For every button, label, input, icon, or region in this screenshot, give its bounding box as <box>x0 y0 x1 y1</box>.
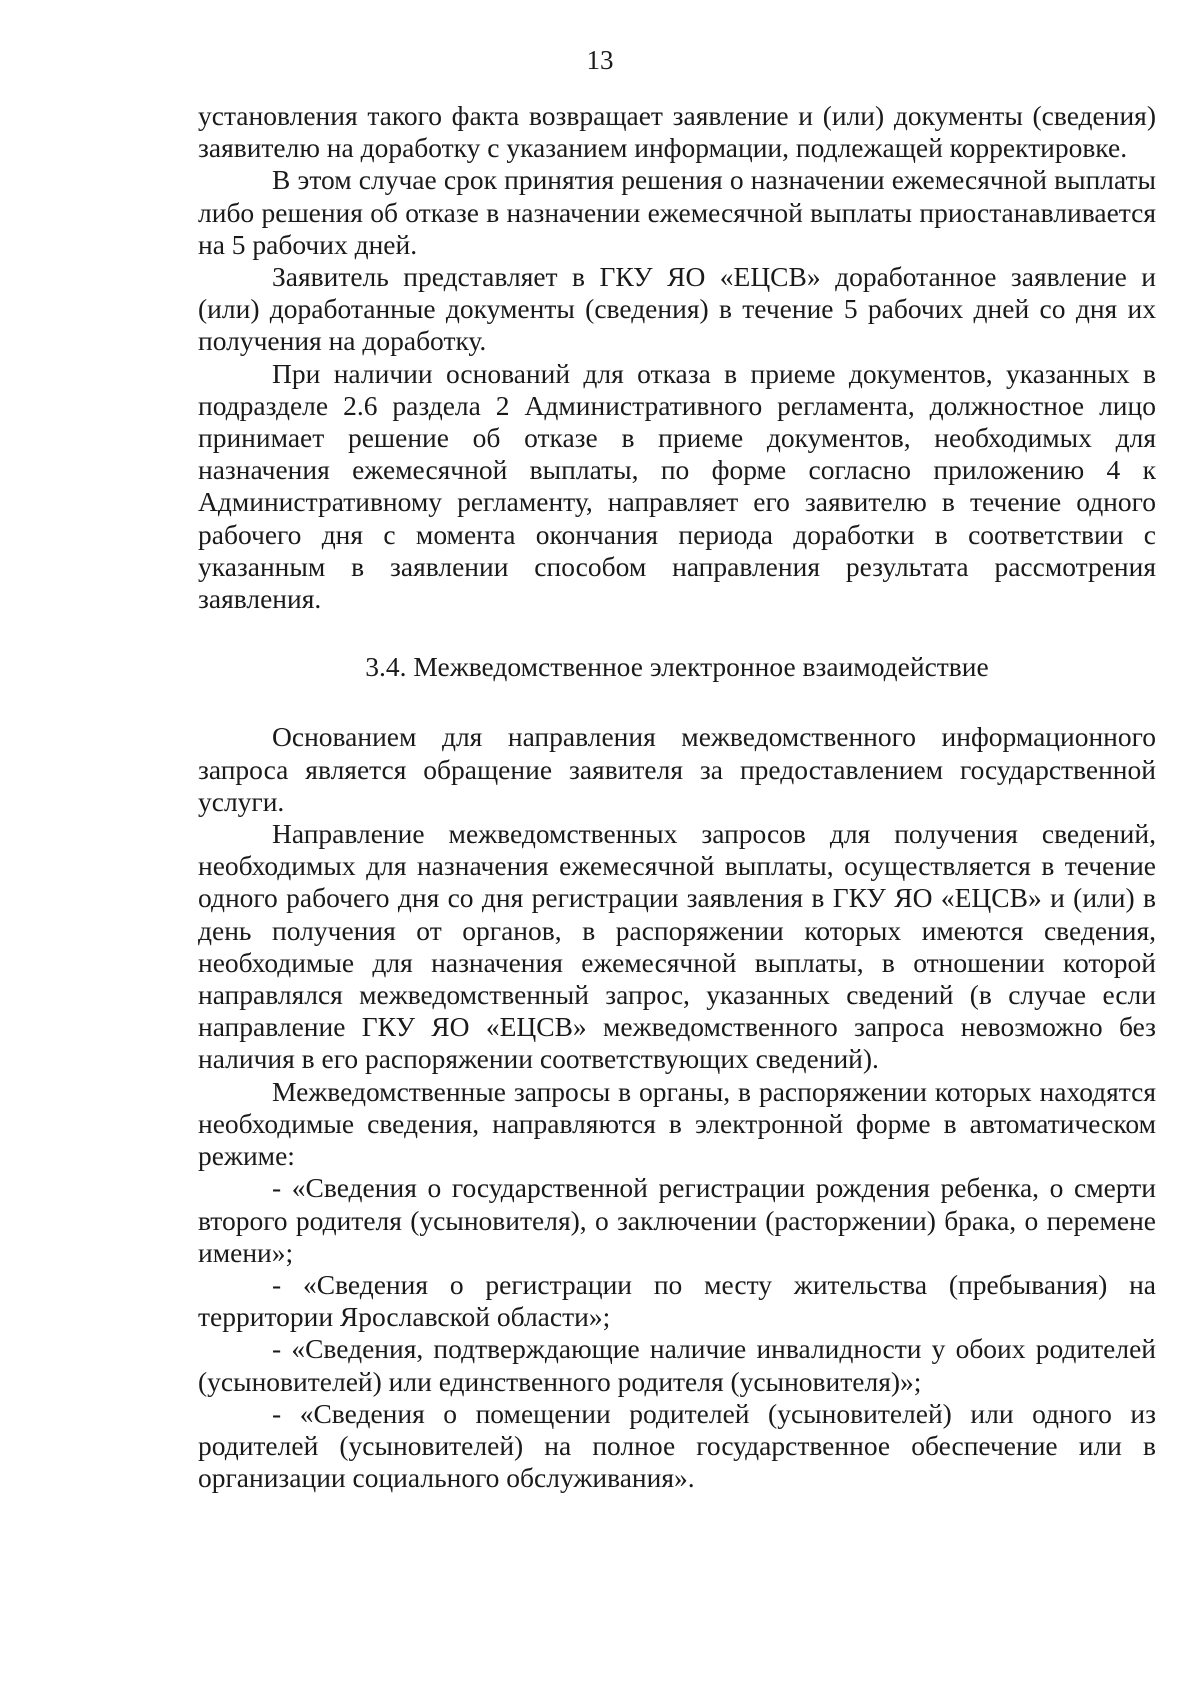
paragraph-request-timing: Направление межведомственных запросов для получения сведений, необходимых для назначения ежемесячной выплаты, осуществляется в течение одного рабочего дня со дня регистрации заявления в ГКУ ЯО «ЕЦСВ» и (или) в день получения от органов, в распоряжении которых имеются сведения, необходимые для назначения ежемесячной выплаты, в отношении которой направлялся межведомственный запрос, указанных сведений (в случае если направление ГКУ ЯО «ЕЦСВ» межведомственного запроса невозможно без наличия в его распоряжении соответствующих сведений). <box>198 818 1156 1075</box>
list-item: - «Сведения о государственной регистрации рождения ребенка, о смерти второго родителя (усыновителя), о заключении (расторжении) брака, о перемене имени»; <box>198 1172 1156 1268</box>
paragraph-refusal-grounds: При наличии оснований для отказа в приеме документов, указанных в подразделе 2.6 раздела 2 Административного регламента, должностное лицо принимает решение об отказе в приеме документов, необходимых для назначения ежемесячной выплаты, по форме согласно приложению 4 к Административному регламенту, направляет его заявителю в течение одного рабочего дня с момента окончания периода доработки в соответствии с указанным в заявлении способом направления результата рассмотрения заявления. <box>198 357 1156 615</box>
list-item: - «Сведения о регистрации по месту жительства (пребывания) на территории Ярославской области»; <box>198 1268 1156 1333</box>
document-body <box>198 100 1156 1494</box>
section-heading: 3.4. Межведомственное электронное взаимодействие <box>365 651 989 683</box>
paragraph-request-basis: Основанием для направления межведомственного информационного запроса является обращение заявителя за предоставлением государственной услуги. <box>198 721 1156 817</box>
page-number: 13 <box>586 45 614 75</box>
paragraph-automatic-requests: Межведомственные запросы в органы, в распоряжении которых находятся необходимые сведения, направляются в электронной форме в автоматическом режиме: <box>198 1075 1156 1172</box>
list-item: - «Сведения, подтверждающие наличие инвалидности у обоих родителей (усыновителей) или единственного родителя (усыновителя)»; <box>198 1333 1156 1397</box>
paragraph-continuation: установления такого факта возвращает заявление и (или) документы (сведения) заявителю на доработку с указанием информации, подлежащей корректировке. <box>198 100 1156 164</box>
paragraph-deadline-suspension: В этом случае срок принятия решения о назначении ежемесячной выплаты либо решения об отказе в назначении ежемесячной выплаты приостанавливается на 5 рабочих дней. <box>198 164 1156 260</box>
list-item: - «Сведения о помещении родителей (усыновителей) или одного из родителей (усыновителей) на полное государственное обеспечение или в организации социального обслуживания». <box>198 1397 1156 1494</box>
paragraph-resubmission: Заявитель представляет в ГКУ ЯО «ЕЦСВ» доработанное заявление и (или) доработанные документы (сведения) в течение 5 рабочих дней со дня их получения на доработку. <box>198 261 1156 357</box>
